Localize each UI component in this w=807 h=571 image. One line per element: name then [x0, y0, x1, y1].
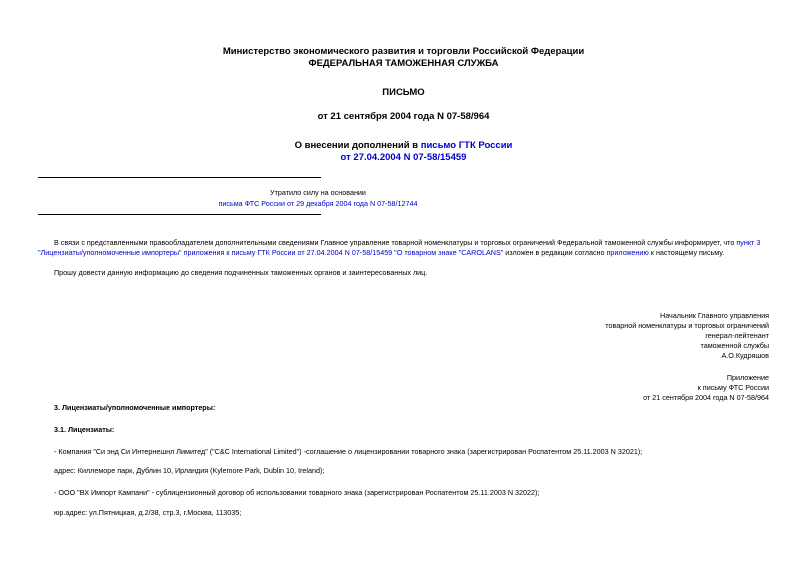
bottom-divider	[38, 214, 321, 215]
top-divider	[38, 177, 321, 178]
signature-line-1: Начальник Главного управления	[660, 311, 769, 320]
paragraph-1-line-1	[54, 238, 760, 247]
attachment-link[interactable]: "Лицензиаты/уполномоченные импортеры" приложения к письму ГТК России от 27.04.2004 N 07-58/15459 "О товарном знаке "CAROLANS"	[38, 248, 504, 257]
paragraph-1-text-b: изложен в редакции согласно	[505, 248, 605, 257]
section-subtitle: 3.1. Лицензиаты:	[54, 425, 115, 434]
subject-link-date[interactable]: от 27.04.2004 N 07-58/15459	[340, 152, 467, 163]
appendix-line-1: Приложение	[726, 373, 769, 382]
appendix-link[interactable]: приложению	[606, 248, 649, 257]
document-type: ПИСЬМО	[382, 87, 425, 98]
signature-line-2: товарной номенклатуры и торговых ограничений	[605, 321, 769, 330]
paragraph-1-text-a: В связи с представленными правообладателем дополнительными сведениями Главное управление товарной номенклатуры и торговых ограничений Федеральной таможенной службы информирует, что	[54, 238, 735, 247]
subject-link-letter[interactable]: письмо ГТК России	[420, 140, 513, 151]
subject-line	[0, 140, 807, 151]
section-title: 3. Лицензиаты/уполномоченные импортеры:	[54, 403, 216, 412]
licensee-item-2: - ООО "ВХ Импорт Кампани" - сублицензионный договор об использовании товарного знака (зарегистрирован Роспатентом 25.11.2003 N 32022);	[54, 488, 540, 497]
subject-prefix: О внесении дополнений в	[294, 140, 419, 151]
paragraph-1-line-2	[38, 248, 724, 257]
signature-name: А.О.Кудряшов	[721, 351, 769, 360]
licensee-item-1: - Компания "Си энд Си Интернешнл Лимитед" ("C&C International Limited") -соглашение о лицензировании товарного знака (зарегистрирован Роспатентом 25.11.2003 N 32021);	[54, 447, 643, 456]
appendix-line-3: от 21 сентября 2004 года N 07-58/964	[643, 393, 769, 402]
paragraph-2: Прошу довести данную информацию до сведения подчиненных таможенных органов и заинтересованных лиц.	[54, 268, 428, 277]
ministry-title: Министерство экономического развития и торговли Российской Федерации	[222, 46, 585, 57]
licensee-item-2-address: юр.адрес: ул.Пятницкая, д.2/38, стр.3, г.Москва, 113035;	[54, 508, 242, 517]
signature-line-3: генерал-лейтенант	[705, 331, 769, 340]
signature-line-4: таможенной службы	[700, 341, 769, 350]
notice-link[interactable]: письма ФТС России от 29 декабря 2004 года N 07-58/12744	[218, 199, 418, 208]
licensee-item-1-address: адрес: Киллеморе парк, Дублин 10, Ирландия (Kylemore Park, Dublin 10, Ireland);	[54, 466, 325, 475]
document-date-number: от 21 сентября 2004 года N 07-58/964	[317, 111, 490, 122]
point-3-link[interactable]: пункт 3	[736, 238, 761, 247]
service-title: ФЕДЕРАЛЬНАЯ ТАМОЖЕННАЯ СЛУЖБА	[308, 58, 499, 69]
notice-text: Утратило силу на основании	[270, 188, 366, 197]
appendix-line-2: к письму ФТС России	[697, 383, 769, 392]
paragraph-1-text-c: к настоящему письму.	[650, 248, 725, 257]
